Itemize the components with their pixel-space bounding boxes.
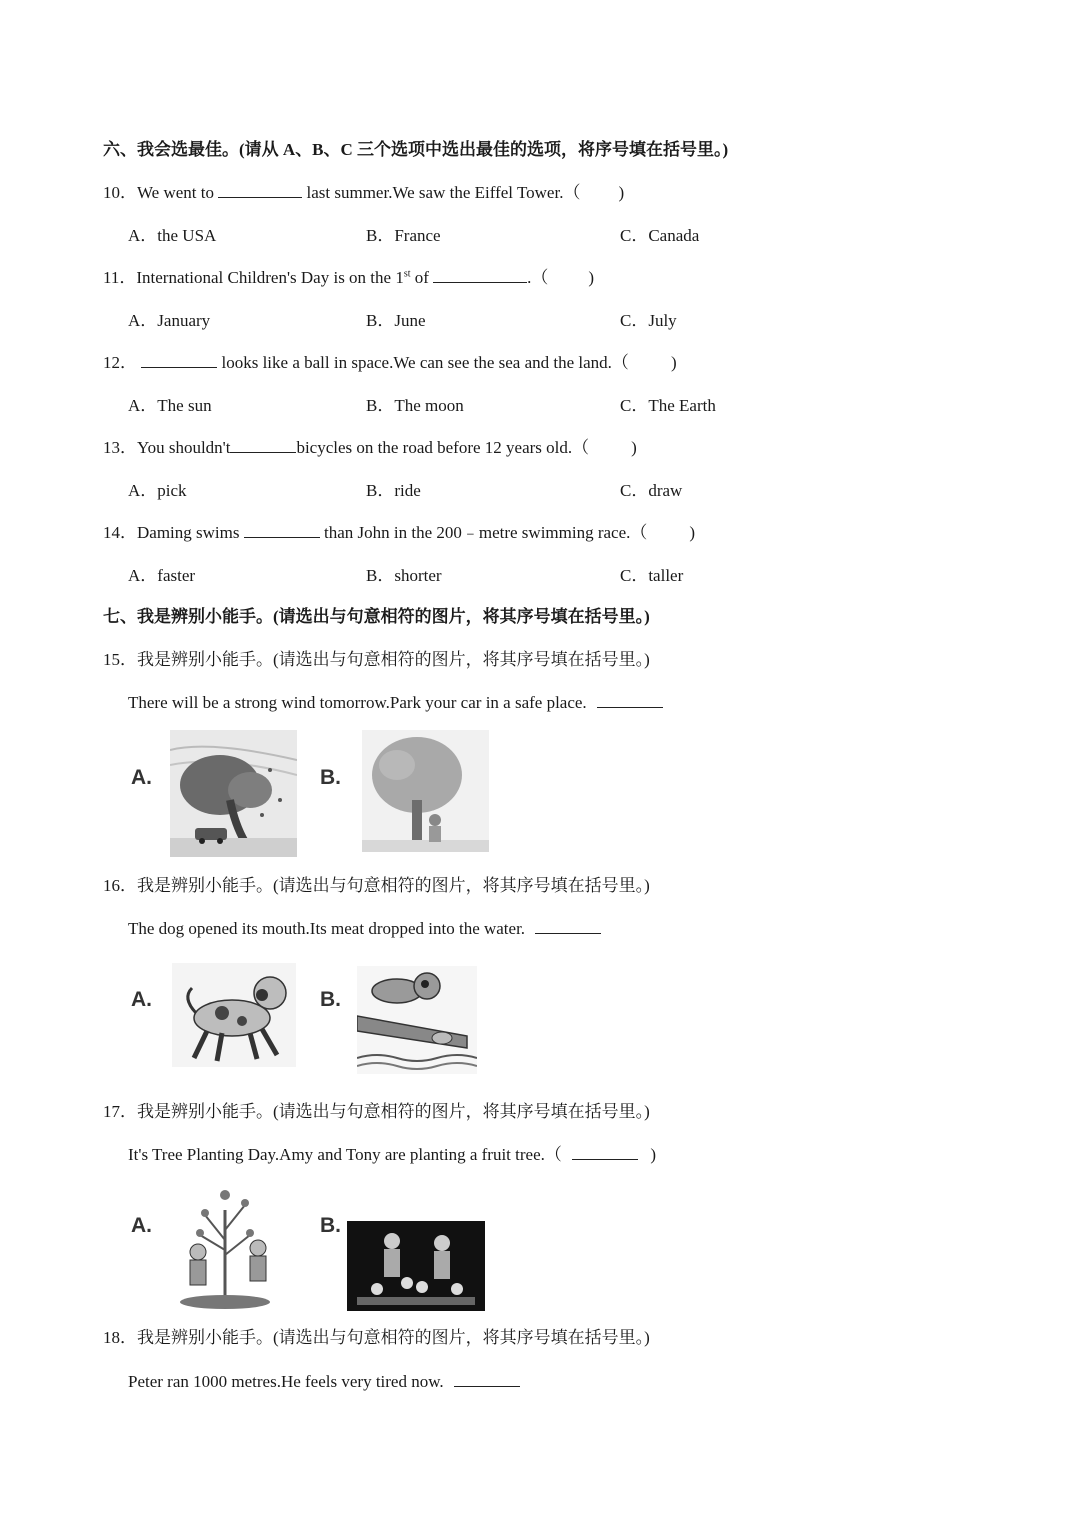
question-text-pre: You shouldn't [137,438,231,457]
question-text-pre: Daming swims [137,523,240,542]
option-b: B．France [366,226,441,245]
bracket-close: ) [689,523,696,542]
picture-label-b: B. [320,988,341,1011]
question-number: 14． [103,523,137,542]
windy-tree-illustration [170,730,297,857]
question-number: 10． [103,183,137,202]
question-16-instruction [103,875,650,897]
sentence-text: Peter ran 1000 metres.He feels very tired now. [128,1372,444,1391]
answer-blank[interactable] [230,437,296,453]
question-text-post: bicycles on the road before 12 years old.（ [296,438,590,457]
question-13 [103,437,637,459]
bracket-close: ) [618,183,625,202]
picture-a-planting-fruit-tree[interactable] [160,1180,290,1310]
option-b: B．June [366,311,426,330]
question-11 [103,267,594,289]
instruction-text: 我是辨别小能手。(请选出与句意相符的图片，将其序号填在括号里。) [137,650,650,669]
question-18-instruction [103,1327,650,1349]
picking-flowers-illustration [347,1221,485,1311]
sentence-text: There will be a strong wind tomorrow.Park your car in a safe place. [128,693,587,712]
sentence-text: It's Tree Planting Day.Amy and Tony are planting a fruit tree.（ [128,1145,562,1164]
answer-blank[interactable] [454,1371,520,1387]
question-18-sentence [128,1371,520,1393]
option-b: B．shorter [366,566,442,585]
question-number: 12． [103,353,137,372]
question-number: 15． [103,650,137,669]
question-17-sentence [128,1144,656,1166]
question-17-instruction [103,1101,650,1123]
picture-label-a: A. [131,988,152,1011]
instruction-text: 我是辨别小能手。(请选出与句意相符的图片，将其序号填在括号里。) [137,1102,650,1121]
option-a: A．pick [128,481,187,500]
answer-blank[interactable] [218,182,302,198]
question-number: 18． [103,1328,137,1347]
option-c: C．The Earth [620,396,716,415]
answer-blank[interactable] [597,692,663,708]
question-number: 11． [103,268,137,287]
picture-a-windy-tree-car[interactable] [170,730,297,857]
answer-blank[interactable] [141,352,217,368]
calm-tree-illustration [362,730,489,852]
instruction-text: 我是辨别小能手。(请选出与句意相符的图片，将其序号填在括号里。) [137,876,650,895]
picture-b-calm-tree-girl[interactable] [362,730,489,852]
picture-label-a: A. [131,1214,152,1237]
option-a: A．The sun [128,396,212,415]
dog-walking-illustration [172,963,296,1067]
question-text-mid: of [410,268,429,287]
option-b: B．The moon [366,396,464,415]
picture-b-dog-on-log[interactable] [357,966,477,1074]
answer-blank[interactable] [535,918,601,934]
option-c: C．July [620,311,677,330]
question-14 [103,522,695,544]
option-a: A．faster [128,566,196,585]
bracket-close: ) [670,353,677,372]
question-number: 17． [103,1102,137,1121]
picture-a-dog-walking[interactable] [172,963,296,1067]
question-10 [103,182,624,204]
picture-label-b: B. [320,766,341,789]
instruction-text: 我是辨别小能手。(请选出与句意相符的图片，将其序号填在括号里。) [137,1328,650,1347]
planting-tree-illustration [160,1180,290,1310]
option-a: A．January [128,311,211,330]
sentence-text: The dog opened its mouth.Its meat dropped into the water. [128,919,526,938]
dog-on-log-illustration [357,966,477,1074]
option-c: C．draw [620,481,683,500]
section-7-heading: 七、我是辨别小能手。(请选出与句意相符的图片，将其序号填在括号里。) [103,607,650,626]
question-12 [103,352,677,374]
question-text-post: .（ [527,268,549,287]
bracket-close: ) [588,268,595,287]
option-c: C．Canada [620,226,700,245]
answer-blank[interactable] [572,1144,638,1160]
question-text-pre: We went to [137,183,214,202]
ordinal-suffix: st [403,268,411,280]
answer-blank[interactable] [244,522,320,538]
bracket-close: ) [650,1145,657,1164]
question-number: 13． [103,438,137,457]
question-16-sentence [128,918,601,940]
question-15-instruction [103,649,650,671]
option-b: B．ride [366,481,421,500]
question-text-post: looks like a ball in space.We can see the sea and the land.（ [221,353,629,372]
bracket-close: ) [631,438,637,457]
question-15-sentence [128,692,663,714]
picture-label-a: A. [131,766,152,789]
section-6-heading: 六、我会选最佳。(请从 A、B、C 三个选项中选出最佳的选项，将序号填在括号里。) [103,140,729,159]
option-c: C．taller [620,566,684,585]
answer-blank[interactable] [433,267,527,283]
question-text-post: than John in the 200﹣metre swimming race.（ [323,523,648,542]
question-text-post: last summer.We saw the Eiffel Tower.（ [306,183,581,202]
picture-b-picking-flowers[interactable] [347,1221,485,1311]
question-number: 16． [103,876,137,895]
option-a: A．the USA [128,226,217,245]
question-text-pre: International Children's Day is on the 1 [136,268,404,287]
picture-label-b: B. [320,1214,341,1237]
